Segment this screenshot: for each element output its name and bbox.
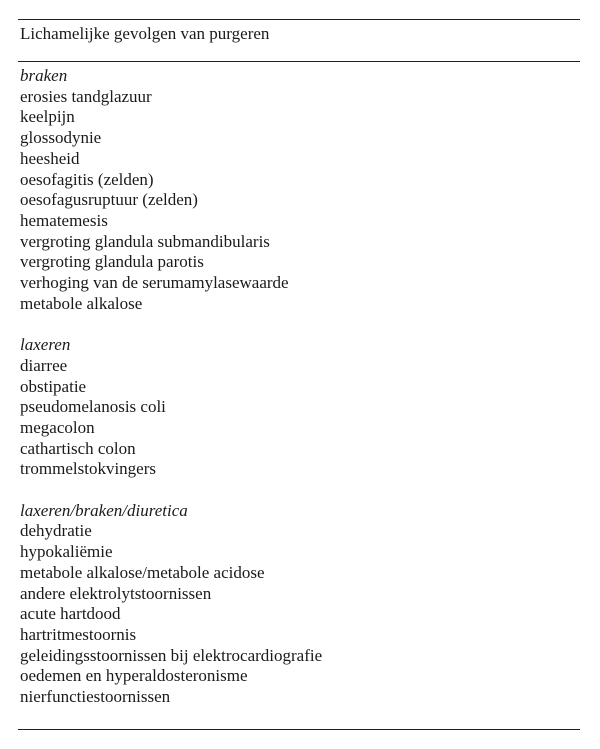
list-item: hypokaliëmie: [20, 542, 113, 562]
table-title: Lichamelijke gevolgen van purgeren: [20, 24, 270, 43]
list-item: trommelstokvingers: [20, 459, 156, 479]
list-item: oesofagusruptuur (zelden): [20, 190, 198, 210]
list-item: megacolon: [20, 417, 95, 437]
list-item: obstipatie: [20, 376, 87, 396]
section-laxeren: [20, 335, 322, 480]
list-item: keelpijn: [20, 107, 75, 127]
list-item: vergroting glandula submandibularis: [20, 231, 270, 251]
list-item: pseudomelanosis coli: [20, 397, 166, 417]
list-item: metabole alkalose/metabole acidose: [20, 562, 265, 582]
list-item: vergroting glandula parotis: [20, 252, 204, 272]
list-item: metabole alkalose: [20, 293, 143, 313]
list-item: cathartisch colon: [20, 438, 136, 458]
section-heading: laxeren: [20, 335, 71, 355]
list-item: erosies tandglazuur: [20, 86, 152, 106]
table-body: [20, 66, 322, 728]
section-heading: braken: [20, 66, 68, 85]
list-item: heesheid: [20, 148, 80, 168]
section-braken: [20, 66, 322, 314]
list-item: dehydratie: [20, 521, 92, 541]
table-header-rule: [18, 61, 580, 62]
section-laxeren-braken-diuretica: [20, 501, 322, 708]
list-item: acute hartdood: [20, 604, 121, 624]
list-item: hartritmestoornis: [20, 624, 137, 644]
table-bottom-rule: [18, 729, 580, 730]
list-item: nierfunctiestoornissen: [20, 687, 171, 707]
list-item: hematemesis: [20, 210, 108, 230]
list-item: diarree: [20, 355, 68, 375]
list-item: verhoging van de serumamylasewaarde: [20, 273, 289, 293]
section-heading: laxeren/braken/diuretica: [20, 500, 188, 520]
list-item: oesofagitis (zelden): [20, 169, 154, 189]
table-top-rule: [18, 19, 580, 20]
list-item: oedemen en hyperaldosteronisme: [20, 666, 248, 686]
list-item: geleidingsstoornissen bij elektrocardiografie: [20, 645, 323, 665]
list-item: glossodynie: [20, 128, 102, 148]
list-item: andere elektrolytstoornissen: [20, 583, 212, 603]
